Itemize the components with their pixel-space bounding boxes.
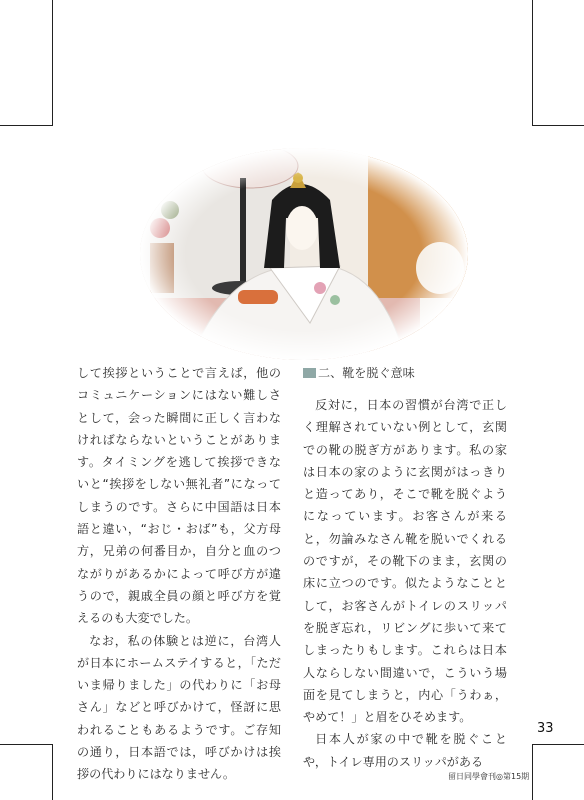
left-column <box>77 362 281 786</box>
crop-mark <box>0 744 53 745</box>
paragraph: 日本人が家の中で靴を脱ぐことや，トイレ専用のスリッパがある <box>303 732 507 769</box>
paragraph: して挨拶ということで言えば，他のコミュニケーションにはない難しさとして，会った瞬間に正しく言わなければならないということがあります。タイミングを逃して挨拶できないと“挨拶をしない無礼者”になってしまうのです。さらに中国語は日本語と違い，“おじ・おば”も，父方母方，兄弟の何番目か，自分と血のつながりがあるかによって呼び方が違うので，親戚全員の顔と呼び方を覚えるのも大変でした。 <box>77 366 281 626</box>
page-number: 33 <box>537 721 554 736</box>
paragraph: 反対に，日本の習慣が台湾で正しく理解されていない例として，玄関での靴の脱ぎ方があります。私の家は日本の家のように玄関がはっきりと造ってあり，そこで靴を脱ぐようになっています。お客さんが来ると，勿論みなさん靴を脱いでくれるのですが，その靴下のまま，玄関の床に立つのです。似たようなこととして，お客さんがトイレのスリッパを脱ぎ忘れ，リビングに歩いて来てしまったりもします。これらは日本人ならしない間違いで，こういう場面を見てしまうと，内心「うわぁ，やめて！」と眉をひそめます。 <box>303 398 507 725</box>
footer-title: 留日同學會刊◎第15期 <box>448 772 530 781</box>
hina-doll-photo <box>140 148 468 360</box>
heading-square-icon <box>303 368 316 378</box>
crop-mark <box>532 125 584 126</box>
crop-mark <box>52 744 53 800</box>
section-heading <box>303 362 507 384</box>
crop-mark <box>532 744 533 800</box>
paragraph: なお，私の体験とは逆に，台湾人が日本にホームステイすると，「ただいま帰りました」の代わりに「お母さん」などと呼びかけて，怪訝に思われることもあるようです。ご存知の通り，日本語では，呼びかけは挨拶の代わりにはなりません。 <box>77 633 281 782</box>
right-column <box>303 362 507 773</box>
crop-mark <box>0 125 53 126</box>
crop-mark <box>532 0 533 126</box>
crop-mark <box>52 0 53 126</box>
section-heading-text: 二、靴を脱ぐ意味 <box>318 365 415 380</box>
crop-mark <box>532 744 584 745</box>
